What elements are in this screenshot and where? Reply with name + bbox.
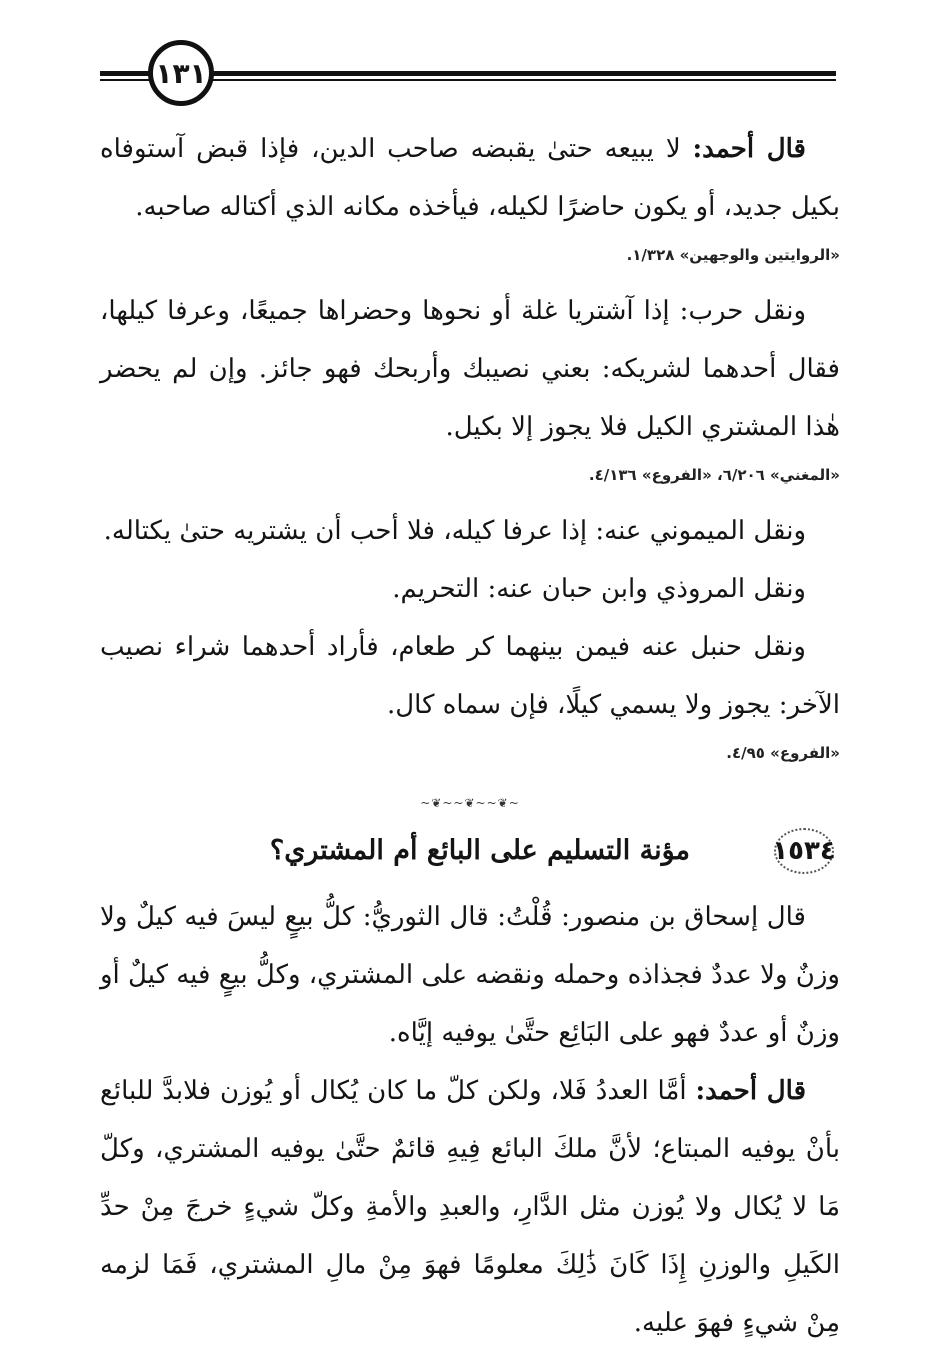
speaker-label: قال أحمد:	[695, 1076, 806, 1106]
page-number-badge	[148, 40, 214, 106]
paragraph-marwadhi: ونقل المروذي وابن حبان عنه: التحريم.	[392, 574, 806, 604]
speaker-label: قال أحمد:	[692, 134, 806, 164]
source-citation: «الفروع» ٤/٩٥.	[726, 744, 840, 762]
paragraph-text: لا يبيعه حتىٰ يقبضه صاحب الدين، فإذا قبض آستوفاه بكيل جديد، أو يكون حاضرًا لكيله، فيأخذه مكانه الذي أكتاله صاحبه.	[100, 134, 840, 222]
ornament-divider: ~❦~~❦~~❦~	[420, 796, 520, 810]
paragraph-hanbal: ونقل حنبل عنه فيمن بينهما كر طعام، فأراد أحدهما شراء نصيب الآخر: يجوز ولا يسمي كيلًا، فإن سماه كال.	[100, 632, 840, 720]
page-number: ١٣١	[155, 56, 207, 90]
paragraph-ahmad-2	[100, 1062, 840, 1352]
section-title: مؤنة التسليم على البائع أم المشتري؟	[269, 835, 690, 866]
page-header	[100, 40, 836, 110]
paragraph-text: أمَّا العددُ فَلا، ولكن كلّ ما كان يُكال أو يُوزن فلابدَّ للبائع بأنْ يوفيه المبتاع؛ لأنَّ ملكَ البائع فِيهِ قائمٌ حتَّىٰ يوفيه المشتري، وكلّ مَا لا يُكال ولا يُوزن مثل الدَّارِ، والعبدِ والأمةِ وكلّ شيءٍ خرجَ مِنْ حدِّ الكَيلِ والوزنِ إِذَا كَانَ ذَٰلِكَ معلومًا فهوَ مِنْ مالِ المشتري، فَمَا لزمه مِنْ شيءٍ فهوَ عليه.	[100, 1076, 840, 1338]
section-number-ornament	[768, 826, 840, 876]
section-heading	[100, 824, 840, 882]
paragraph-harb: ونقل حرب: إذا آشتريا غلة أو نحوها وحضراها جميعًا، وعرفا كيلها، فقال أحدهما لشريكه: بعني نصيبك وأربحك فهو جائز. وإن لم يحضر هٰذا المشتري الكيل فلا يجوز إلا بكيل.	[100, 296, 840, 442]
paragraph-maymuni: ونقل الميموني عنه: إذا عرفا كيله، فلا أحب أن يشتريه حتىٰ يكتاله.	[103, 516, 806, 546]
section-number: ١٥٣٤	[772, 836, 836, 866]
source-citation: «المغني» ٦/٢٠٦، «الفروع» ٤/١٣٦.	[588, 466, 840, 484]
paragraph-ishaq: قال إسحاق بن منصور: قُلْتُ: قال الثوريُّ: كلُّ بيعٍ ليسَ فيه كيلٌ ولا وزنٌ ولا عددٌ فجذاذه وحمله ونقضه على المشتري، وكلُّ بيعٍ فيه كيلٌ أو وزنٌ أو عددٌ فهو على البَائِع حتَّىٰ يوفيه إيَّاه.	[100, 902, 840, 1048]
page-body	[100, 120, 840, 1352]
source-citation: «الروايتين والوجهين» ١/٣٢٨.	[626, 246, 840, 264]
paragraph-ahmad-1	[100, 120, 840, 236]
